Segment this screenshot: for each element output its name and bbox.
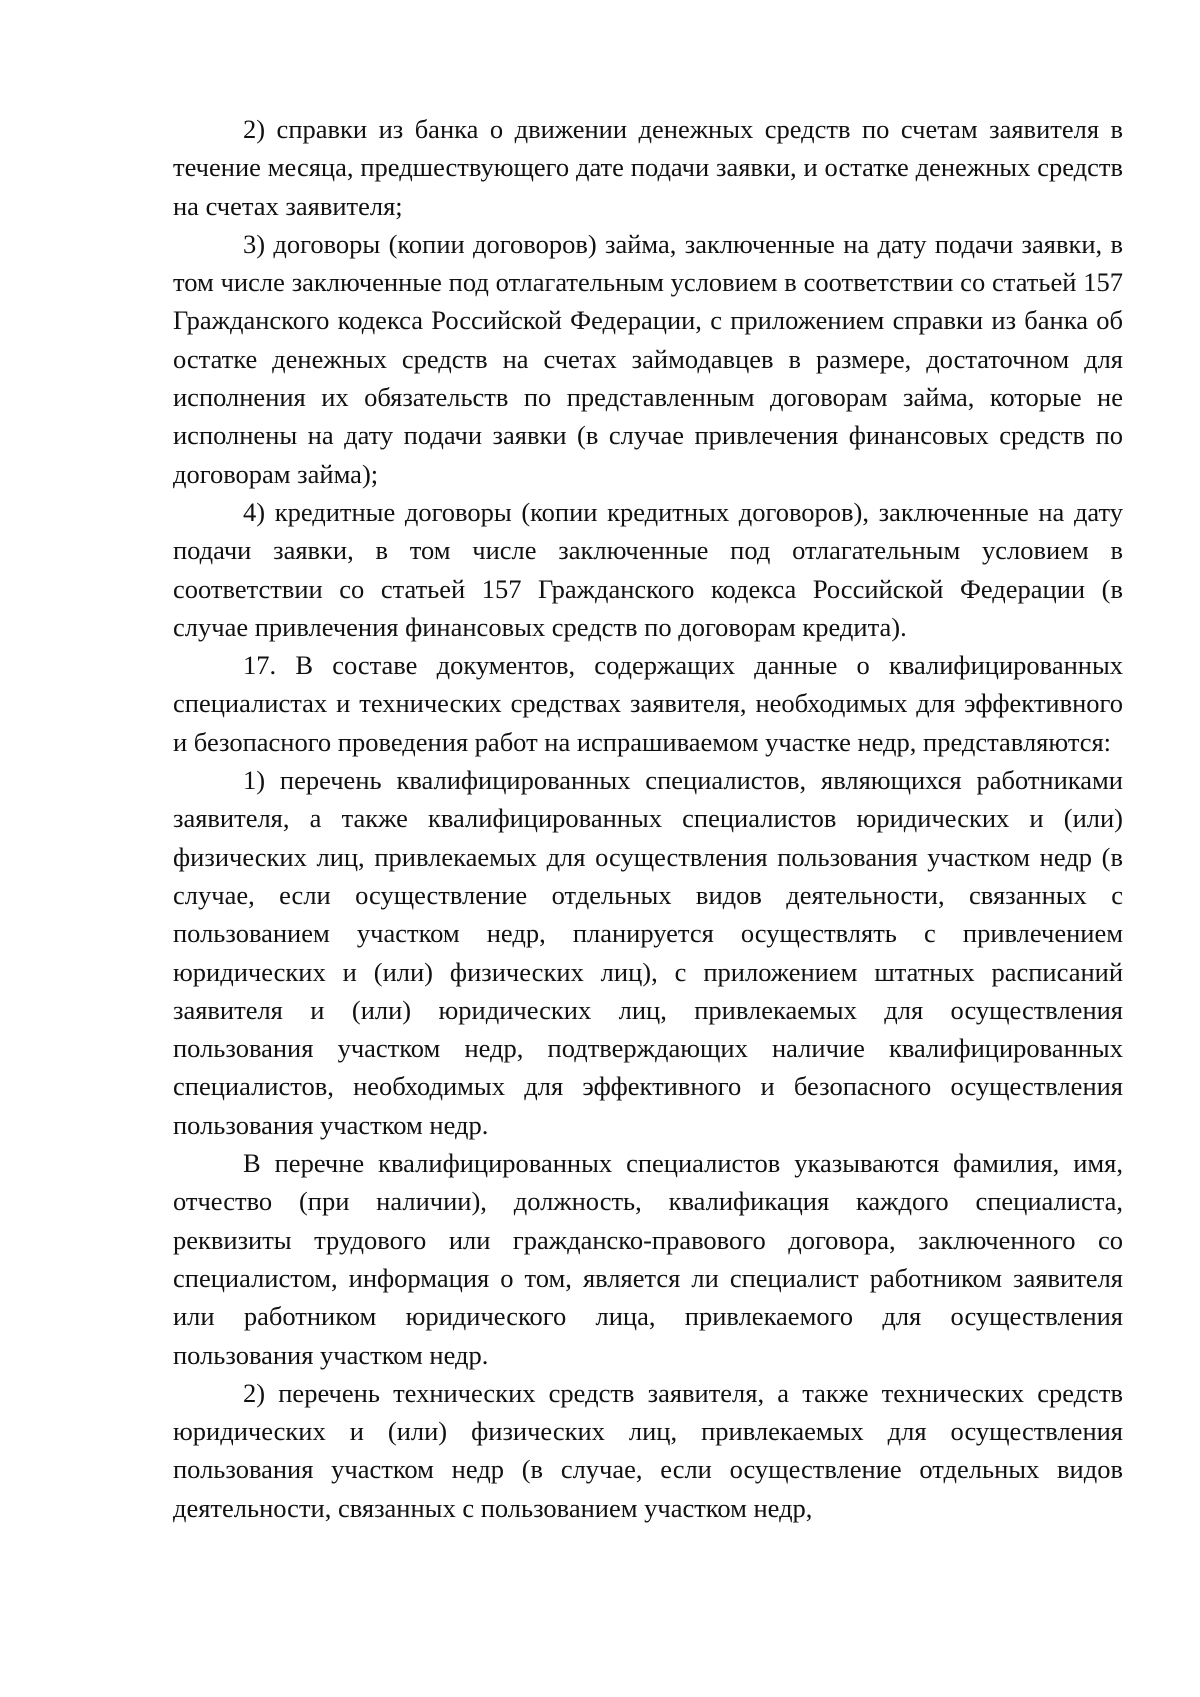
paragraph-technical-means: 2) перечень технических средств заявителя, а также технических средств юридических и (или) физических лиц, привлекаемых для осуществления пользования участком недр (в случае, если осуществление отдельных видов деятельности, связанных с пользованием участком недр, <box>173 1377 1123 1523</box>
paragraph-specialists-list: 1) перечень квалифицированных специалистов, являющихся работниками заявителя, а также квалифицированных специалистов юридических и (или) физических лиц, привлекаемых для осуществления пользования участком недр (в случае, если осуществление отдельных видов деятельности, связанных с пользованием участком недр, планируется осуществлять с привлечением юридических и (или) физических лиц), с приложением штатных расписаний заявителя и (или) юридических лиц, привлекаемых для осуществления пользования участком недр, подтверждающих наличие квалифицированных специалистов, необходимых для эффективного и безопасного осуществления пользования участком недр. <box>173 765 1123 1140</box>
paragraph-loan-agreements: 3) договоры (копии договоров) займа, заключенные на дату подачи заявки, в том числе заключенные под отлагательным условием в соответствии со статьей 157 Гражданского кодекса Российской Федерации, с приложением справки из банка об остатке денежных средств на счетах займодавцев в размере, достаточном для исполнения их обязательств по представленным договорам займа, которые не исполнены на дату подачи заявки (в случае привлечения финансовых средств по договорам займа); <box>173 228 1123 489</box>
document-page <box>173 110 1123 1527</box>
paragraph-credit-agreements: 4) кредитные договоры (копии кредитных договоров), заключенные на дату подачи заявки, в том числе заключенные под отлагательным условием в соответствии со статьей 157 Гражданского кодекса Российской Федерации (в случае привлечения финансовых средств по договорам кредита). <box>173 496 1123 642</box>
paragraph-specialists-details: В перечне квалифицированных специалистов указываются фамилия, имя, отчество (при наличии), должность, квалификация каждого специалиста, реквизиты трудового или гражданско-правового договора, заключенного со специалистом, информация о том, является ли специалист работником заявителя или работником юридического лица, привлекаемого для осуществления пользования участком недр. <box>173 1148 1123 1370</box>
paragraph-section-17: 17. В составе документов, содержащих данные о квалифицированных специалистах и технических средствах заявителя, необходимых для эффективного и безопасного проведения работ на испрашиваемом участке недр, представляются: <box>173 650 1123 757</box>
paragraph-bank-statements: 2) справки из банка о движении денежных средств по счетам заявителя в течение месяца, предшествующего дате подачи заявки, и остатке денежных средств на счетах заявителя; <box>173 114 1123 221</box>
